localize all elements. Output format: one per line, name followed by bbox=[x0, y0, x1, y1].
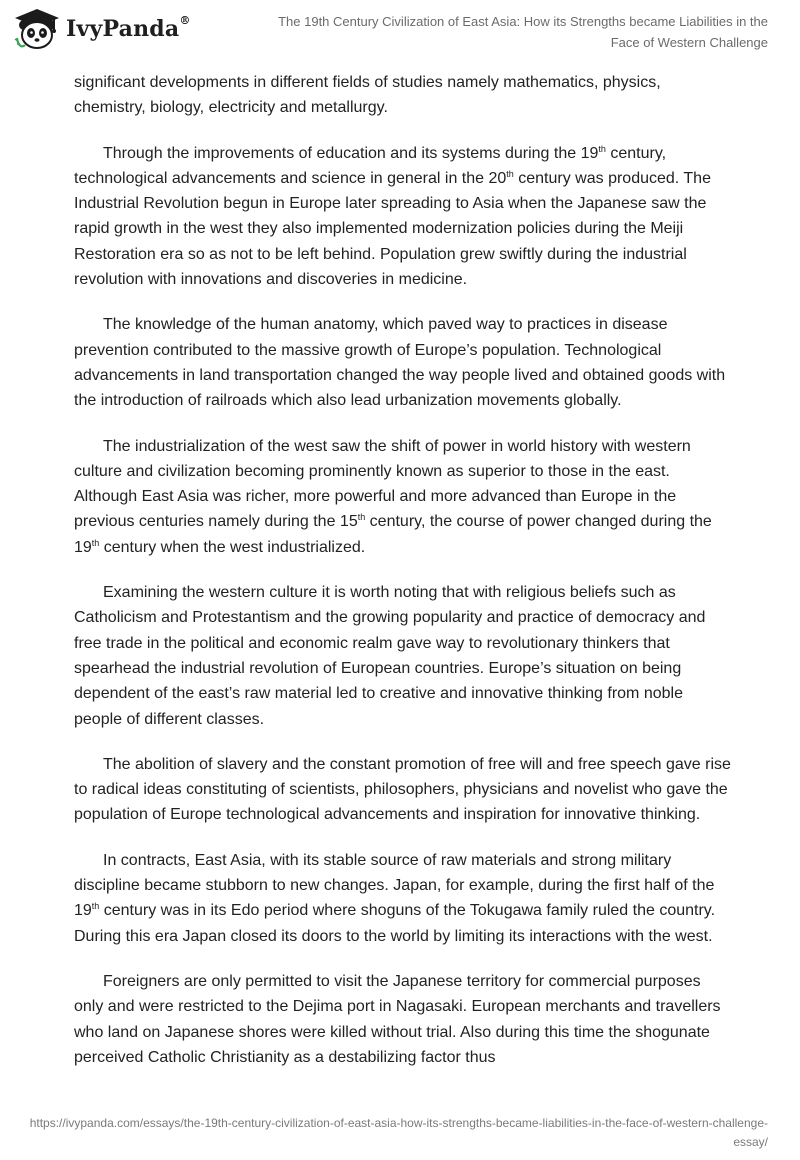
paragraph-7: In contracts, East Asia, with its stable source of raw materials and strong military discipline became stubborn to new changes. Japan, for example, during the first half of the 19th century was in its Edo period where shoguns of the Tokugawa family ruled the country. During this era Japan closed its doors to the world by limiting its interactions with the west. bbox=[74, 851, 716, 945]
ivypanda-logo[interactable] bbox=[14, 8, 191, 50]
document-title: The 19th Century Civilization of East Asia: How its Strengths became Liabilities in the Face of Western Challenge bbox=[278, 14, 768, 50]
essay-body bbox=[74, 70, 734, 1090]
paragraph-3: The knowledge of the human anatomy, which paved way to practices in disease prevention contributed to the massive growth of Europe’s population. Technological advancements in land transportation changed the way people lived and obtained goods with the introduction of railroads which also lead urbanization movements globally. bbox=[74, 316, 726, 410]
paragraph-2: Through the improvements of education and its systems during the 19th century, technological advancements and science in general in the 20th century was produced. The Industrial Revolution begun in Europe later spreading to Asia when the Japanese saw the rapid growth in the west they also implemented modernization policies during the Meiji Restoration era so as not to be left behind. Population grew swiftly during the industrial revolution with innovations and discoveries in medicine. bbox=[74, 143, 711, 289]
page-header bbox=[0, 0, 800, 66]
paragraph-4: The industrialization of the west saw the shift of power in world history with western culture and civilization becoming prominently known as superior to those in the east. Although East Asia was richer, more powerful and more advanced than Europe in the previous centuries namely during the 15th century, the course of power changed during the 19th century when the west industrialized. bbox=[74, 437, 712, 556]
brand-name: IvyPanda® bbox=[66, 14, 191, 42]
source-url[interactable]: https://ivypanda.com/essays/the-19th-century-civilization-of-east-asia-how-its-strengths-became-liabilities-in-the-face-of-western-challenge-essay/ bbox=[29, 1116, 768, 1149]
paragraph-1: significant developments in different fields of studies namely mathematics, physics, chemistry, biology, electricity and metallurgy. bbox=[74, 74, 661, 117]
panda-graduate-icon bbox=[14, 8, 60, 50]
paragraph-5: Examining the western culture it is worth noting that with religious beliefs such as Catholicism and Protestantism and the growing popularity and practice of democracy and free trade in the political and economic realm gave way to revolutionary thinkers that spearhead the industrial revolution of European countries. Europe’s situation on being dependent of the east’s raw material led to creative and innovative thinking from noble people of different classes. bbox=[74, 584, 706, 728]
paragraph-8: Foreigners are only permitted to visit the Japanese territory for commercial purposes only and were restricted to the Dejima port in Nagasaki. European merchants and travellers who land on Japanese shores were killed without trial. Also during this time the shogunate perceived Catholic Christianity as a destabilizing factor thus bbox=[74, 972, 721, 1066]
paragraph-6: The abolition of slavery and the constant promotion of free will and free speech gave rise to radical ideas constituting of scientists, philosophers, physicians and novelist who gave the population of Europe technological advancements and inspiration for innovative thinking. bbox=[74, 755, 731, 824]
